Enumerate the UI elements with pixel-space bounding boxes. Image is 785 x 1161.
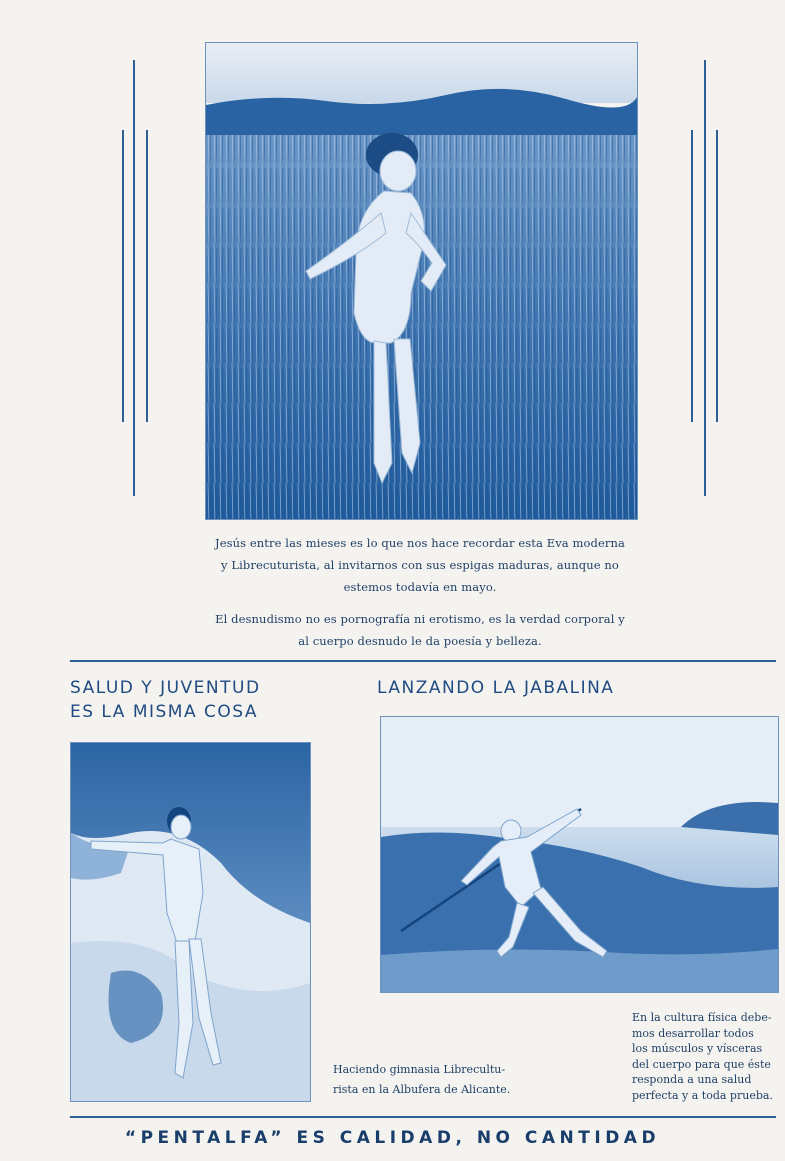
javelin-photo — [380, 716, 779, 993]
wheat-field-photo — [205, 42, 638, 520]
physical-culture-caption-line-1: En la cultura física debe- — [632, 1011, 772, 1024]
top-caption-line-1: Jesús entre las mieses es lo que nos hace recordar esta Eva moderna — [215, 536, 625, 550]
right-heading: LANZANDO LA JABALINA — [377, 678, 615, 698]
footer-slogan: “PENTALFA” ES CALIDAD, NO CANTIDAD — [124, 1128, 661, 1148]
decor-line-left-outer — [133, 60, 135, 496]
gymnastics-caption — [333, 1060, 533, 1100]
physical-culture-caption-line-5: responda a una salud — [632, 1073, 752, 1086]
decor-line-right-outer — [704, 60, 706, 496]
physical-culture-caption — [632, 1010, 778, 1103]
top-caption-line-5: al cuerpo desnudo le da poesía y belleza. — [298, 634, 542, 648]
decor-line-right-inner-1 — [691, 130, 693, 422]
gymnastics-caption-line-2: rista en la Albufera de Alicante. — [333, 1083, 511, 1096]
left-heading-line-2: ES LA MISMA COSA — [70, 702, 258, 722]
beach-man-photo — [70, 742, 311, 1102]
decor-line-left-inner-1 — [122, 130, 124, 422]
physical-culture-caption-line-2: mos desarrollar todos — [632, 1026, 754, 1040]
left-heading-line-1: SALUD Y JUVENTUD — [70, 678, 261, 698]
physical-culture-caption-line-3: los músculos y vísceras — [632, 1042, 763, 1055]
top-caption — [180, 532, 660, 652]
section-divider — [70, 660, 776, 662]
top-caption-line-3: estemos todavía en mayo. — [343, 580, 497, 594]
top-caption-line-4: El desnudismo no es pornografía ni erotismo, es la verdad corporal y — [215, 612, 625, 626]
decor-line-left-inner-2 — [146, 130, 148, 422]
left-heading — [70, 676, 261, 724]
decor-line-right-inner-2 — [716, 130, 718, 422]
gymnastics-caption-line-1: Haciendo gimnasia Librecultu- — [333, 1063, 506, 1076]
footer-divider — [70, 1116, 776, 1118]
physical-culture-caption-line-6: perfecta y a toda prueba. — [632, 1088, 773, 1102]
top-caption-line-2: y Librecuturista, al invitarnos con sus espigas maduras, aunque no — [221, 558, 619, 572]
physical-culture-caption-line-4: del cuerpo para que éste — [632, 1057, 771, 1071]
